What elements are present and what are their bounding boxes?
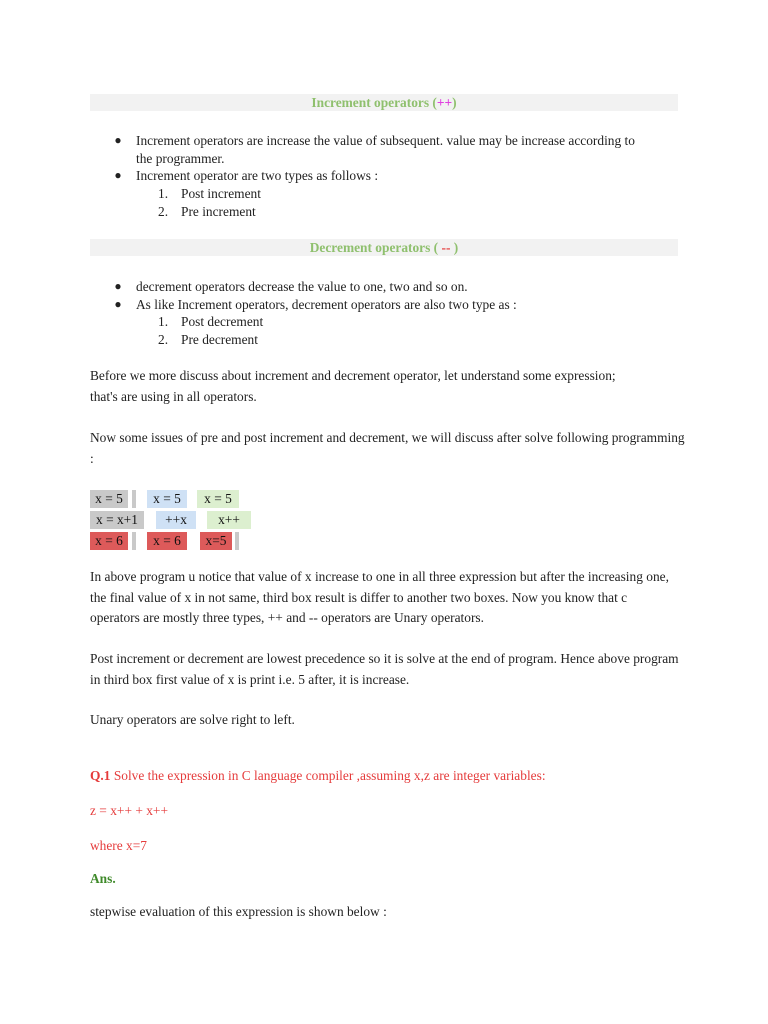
expression-box: x = 6 — [90, 532, 128, 550]
list-item: Increment operator are two types as follows : — [136, 168, 379, 183]
question — [90, 766, 690, 787]
expression-box: x = 5 — [197, 490, 239, 508]
list-item: Increment operators are increase the value of subsequent. value may be increase according to the programmer. — [136, 133, 635, 166]
expression-box: x=5 — [200, 532, 232, 550]
expression-box: x = 6 — [147, 532, 187, 550]
bullet-icon: ● — [114, 168, 122, 182]
list-item: Post increment — [181, 186, 261, 201]
list-item: Pre increment — [181, 204, 256, 219]
list-item: Pre decrement — [181, 332, 258, 347]
heading-text: Decrement operators ( — [309, 240, 439, 255]
bullet-icon: ● — [114, 279, 122, 293]
heading-operator: ++ — [436, 95, 453, 110]
paragraph: In above program u notice that value of x increase to one in all three expression but after the increasing one, the final value of x in not same, third box result is differ to another two boxes. Now you know that c operators are mostly three types, ++ and -- operators are Unary operators. — [90, 569, 669, 625]
question-label: Q.1 — [90, 768, 111, 783]
heading-decrement-operators — [90, 239, 678, 256]
paragraph: Unary operators are solve right to left. — [90, 712, 295, 727]
expression-box: x = 5 — [90, 490, 128, 508]
list-number: 1. — [158, 314, 169, 329]
list-number: 2. — [158, 204, 169, 219]
heading-close: ) — [453, 240, 459, 255]
paragraph: Post increment or decrement are lowest precedence so it is solve at the end of program. Hence above program in third box first value of x is print i.e. 5 after, it is increase. — [90, 651, 679, 687]
list-item: As like Increment operators, decrement operators are also two type as : — [136, 297, 517, 312]
heading-text: Increment operators ( — [311, 95, 437, 110]
heading-increment-operators — [90, 94, 678, 111]
box-marker — [132, 532, 136, 550]
answer-label: Ans. — [90, 871, 116, 886]
heading-operator: -- — [438, 240, 454, 255]
expression-box: x = 5 — [147, 490, 187, 508]
paragraph: stepwise evaluation of this expression is shown below : — [90, 904, 387, 919]
question-expression: z = x++ + x++ — [90, 803, 169, 818]
question-text: Solve the expression in C language compiler ,assuming x,z are integer variables: — [110, 768, 546, 783]
bullet-icon: ● — [114, 297, 122, 311]
list-number: 1. — [158, 186, 169, 201]
box-marker — [132, 490, 136, 508]
list-number: 2. — [158, 332, 169, 347]
list-item: Post decrement — [181, 314, 264, 329]
box-marker — [235, 532, 239, 550]
expression-box: ++x — [156, 511, 196, 529]
question-where: where x=7 — [90, 838, 148, 853]
paragraph: Before we more discuss about increment and decrement operator, let understand some expression; that's are using in all operators. — [90, 368, 616, 404]
expression-box: x = x+1 — [90, 511, 144, 529]
paragraph: Now some issues of pre and post increment and decrement, we will discuss after solve following programming : — [90, 430, 685, 466]
list-item: decrement operators decrease the value to one, two and so on. — [136, 279, 468, 294]
expression-box: x++ — [207, 511, 251, 529]
heading-close: ) — [452, 95, 457, 110]
bullet-icon: ● — [114, 133, 122, 147]
